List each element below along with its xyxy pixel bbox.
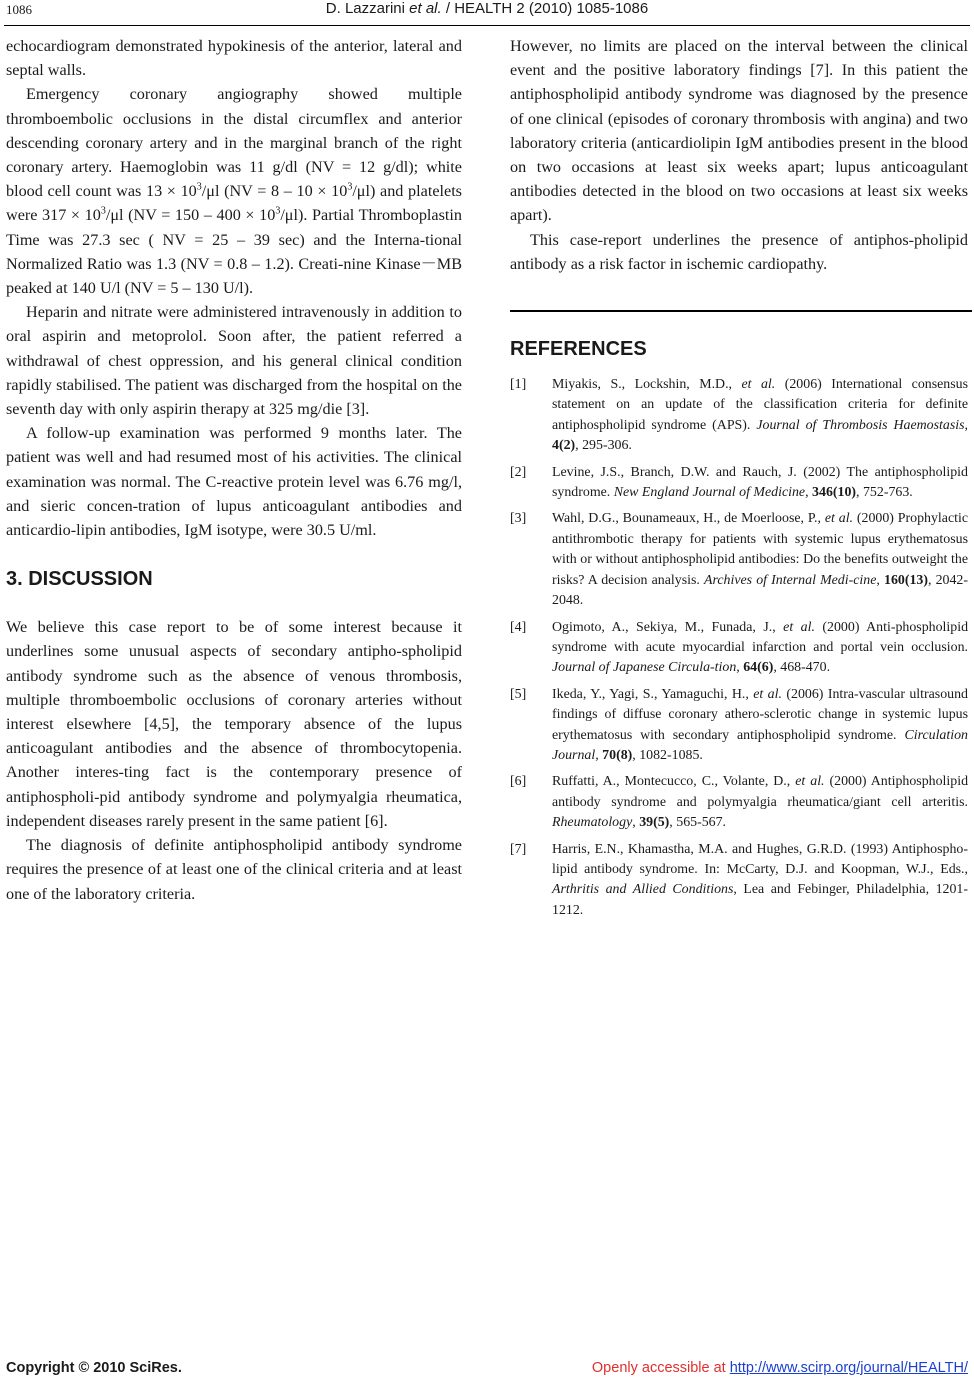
section-title-discussion: 3. DISCUSSION [6, 568, 153, 591]
header-et-al: et al. [409, 0, 442, 17]
footer-access [592, 1360, 968, 1376]
right-column [510, 34, 968, 927]
reference-volume: 346(10) [812, 485, 857, 501]
reference-number: [1] [510, 377, 527, 393]
reference-item [510, 772, 968, 833]
paragraph-conclusion: This case-report underlines the presence of antiphos-pholipid antibody as a risk factor in ischemic cardiopathy. [510, 230, 968, 273]
reference-item [510, 463, 968, 504]
reference-separator: , [736, 660, 744, 676]
reference-number: [2] [510, 464, 527, 480]
reference-separator: , [964, 417, 968, 433]
reference-pages: , 1082-1085. [632, 747, 703, 763]
reference-number: [4] [510, 619, 527, 635]
paragraph-criteria: However, no limits are placed on the interval between the clinical event and the positive laboratory findings [7]. In this patient the antiphospholipid antibody syndrome was diagnosed by the presence of one clinical (episodes of coronary thrombosis with angina) and two laboratory criteria (anticardiolipin IgM antibodies present in the blood on two occasions at least six weeks apart; lupus anticoagulant antibodies detected in the blood on two occasions at least six weeks apart). [510, 37, 968, 225]
reference-title: (2006) Intra-vascular ultrasound findings of diffuse coronary athero-sclerotic change in systemic lupus erythematosus with secondary antiphospholipid syndrome. [552, 686, 968, 743]
reference-pages: , 295-306. [575, 438, 632, 454]
reference-item [510, 509, 968, 611]
reference-volume: 4(2) [552, 438, 576, 454]
reference-pages: , 468-470. [773, 660, 831, 676]
reference-number: [6] [510, 774, 527, 790]
reference-item [510, 685, 968, 767]
header-journal: / HEALTH 2 (2010) 1085-1086 [441, 0, 649, 17]
reference-journal: Journal of Thrombosis Haemostasis [756, 417, 965, 433]
reference-title: (2006) International consensus statement on an update of the classification criteria for definite antiphospholipid syndrome (APS). [552, 377, 968, 433]
reference-item [510, 840, 968, 922]
reference-authors: Harris, E.N., Khamastha, M.A. and Hughes, G.R.D. (1993) Antiphospho-lipid antibody syndrome. In: McCarty, D.J. and Koopman, W.J., Eds., [552, 841, 968, 877]
paragraph-angiography: Emergency coronary angiography showed multiple thromboembolic occlusions in the distal circumflex and anterior descending coronary artery and in the marginal branch of the right coronary artery. Haemoglobin was 11 g/dl (NV = 12 g/dl); white blood cell count was $13 \times 10^3/\mu l$ $(NV = 8 - 10 \times 10^3/\mu l)$ and platelets were $317 \times 10^3/\mu l$ $(NV = 150 - 400 \times 10^3/\mu l)$. Partial Thromboplastin Time was 27.3 sec ( NV = 25 – 39 sec) and the Interna-tional Normalized Ratio was 1.3 (NV = 0.8 – 1.2). Creati-nine Kinase－MB peaked at 140 U/l (NV = 5 – 130 U/l). [6, 85, 462, 298]
reference-volume: 160(13) [884, 572, 928, 588]
reference-volume: 39(5) [639, 815, 670, 831]
reference-journal: Archives of Internal Medi-cine [704, 572, 877, 588]
header-rule [4, 25, 970, 26]
paragraph-treatment: Heparin and nitrate were administered intravenously in addition to oral aspirin and metoprolol. Soon after, the patient referred a withdrawal of chest oppression, and his general clinical condition rapidly stabilised. The patient was discharged from the hospital on the seventh day with only aspirin therapy at 325 mg/die [3]. [6, 303, 462, 419]
paragraph-follow-up: A follow-up examination was performed 9 months later. The patient was well and had resumed most of his activities. The clinical examination was normal. The C-reactive protein level was 6.76 mg/l, and sieric concen-tration of lupus anticoagulant antibodies and anticardio-lipin antibodies, IgM isotype, were 30.5 U/ml. [6, 424, 462, 540]
reference-et-al: et al. [795, 774, 825, 790]
reference-authors: Ikeda, Y., Yagi, S., Yamaguchi, H., [552, 686, 754, 702]
reference-separator: , [632, 815, 640, 831]
reference-item [510, 375, 968, 457]
reference-journal: Arthritis and Allied Conditions [552, 882, 734, 898]
references-title: REFERENCES [510, 338, 647, 361]
reference-journal: Circulation Journal [552, 727, 968, 763]
running-header [0, 0, 974, 17]
reference-pages: , 2042-2048. [552, 572, 969, 609]
reference-pages: , 565-567. [669, 815, 727, 831]
reference-et-al: et al. [753, 686, 782, 702]
footer [0, 1360, 974, 1378]
reference-et-al: et al. [783, 619, 815, 635]
reference-journal: New England Journal of Medicine [613, 485, 806, 501]
reference-et-al: et al. [741, 377, 776, 393]
reference-title: (2000) Anti-phospholipid syndrome with acute myocardial infarction and portal vein occlusion. [552, 619, 969, 655]
reference-separator: , [876, 572, 884, 588]
reference-authors: Wahl, D.G., Bounameaux, H., de Moerloose, P., [552, 511, 825, 527]
reference-separator: , [805, 485, 813, 501]
reference-journal: Journal of Japanese Circula-tion [552, 660, 737, 676]
reference-pages: , 752-763. [856, 485, 913, 501]
footer-access-text: Openly accessible at [591, 1360, 730, 1376]
left-column [6, 34, 462, 906]
header-authors: D. Lazzarini [325, 0, 410, 17]
reference-separator: , Lea and Febinger, Philadelphia, 1201-1212. [552, 882, 968, 918]
reference-item [510, 618, 968, 679]
footer-copyright: Copyright © 2010 SciRes. [6, 1360, 182, 1376]
paragraph-echocardiogram: echocardiogram demonstrated hypokinesis of the anterior, lateral and septal walls. [6, 37, 462, 80]
reference-title: (2000) Antiphospholipid antibody syndrome and polymyalgia rheumatica/giant cell arteritis. [552, 774, 969, 810]
reference-authors: Ogimoto, A., Sekiya, M., Funada, J., [552, 619, 784, 635]
reference-number: [7] [510, 841, 527, 857]
reference-title: (2000) Prophylactic antithrombotic therapy for patients with systemic lupus erythematosus with or without antiphospholipid antibodies: Do the benefits outweight the risks? A decision analysis. [552, 511, 969, 588]
reference-number: [5] [510, 686, 527, 702]
references-list [510, 375, 968, 921]
footer-journal-link[interactable]: http://www.scirp.org/journal/HEALTH/ [729, 1360, 968, 1376]
reference-number: [3] [510, 511, 527, 527]
references-rule [510, 310, 972, 312]
reference-journal: Rheumatology [552, 815, 633, 831]
paragraph-discussion-2: The diagnosis of definite antiphospholipid antibody syndrome requires the presence of at least one of the clinical criteria and at least one of the laboratory criteria. [6, 836, 462, 903]
paragraph-discussion-1: We believe this case report to be of some interest because it underlines some unusual aspects of secondary antipho-spholipid antibody syndrome such as the absence of venous thrombosis, multiple thromboembolic occlusions of coronary arteries without interest elsewhere [4,5], the temporary absence of the lupus anticoagulant antibodies and the absence of thrombocytopenia. Another interes-ting fact is the contemporary presence of antiphospholi-pid antibody syndrome and polymyalgia rheumatica, independent diseases rarely present in the same patient [6]. [6, 618, 462, 830]
reference-authors: Levine, J.S., Branch, D.W. and Rauch, J. (2002) The antiphospholipid syndrome. [552, 464, 968, 501]
reference-et-al: et al. [824, 511, 854, 527]
reference-separator: , [595, 747, 603, 763]
reference-volume: 64(6) [743, 660, 774, 676]
reference-volume: 70(8) [602, 747, 633, 763]
reference-authors: Miyakis, S., Lockshin, M.D., [552, 377, 742, 393]
page-number: 1086 [6, 2, 32, 17]
reference-authors: Ruffatti, A., Montecucco, C., Volante, D., [552, 774, 796, 790]
